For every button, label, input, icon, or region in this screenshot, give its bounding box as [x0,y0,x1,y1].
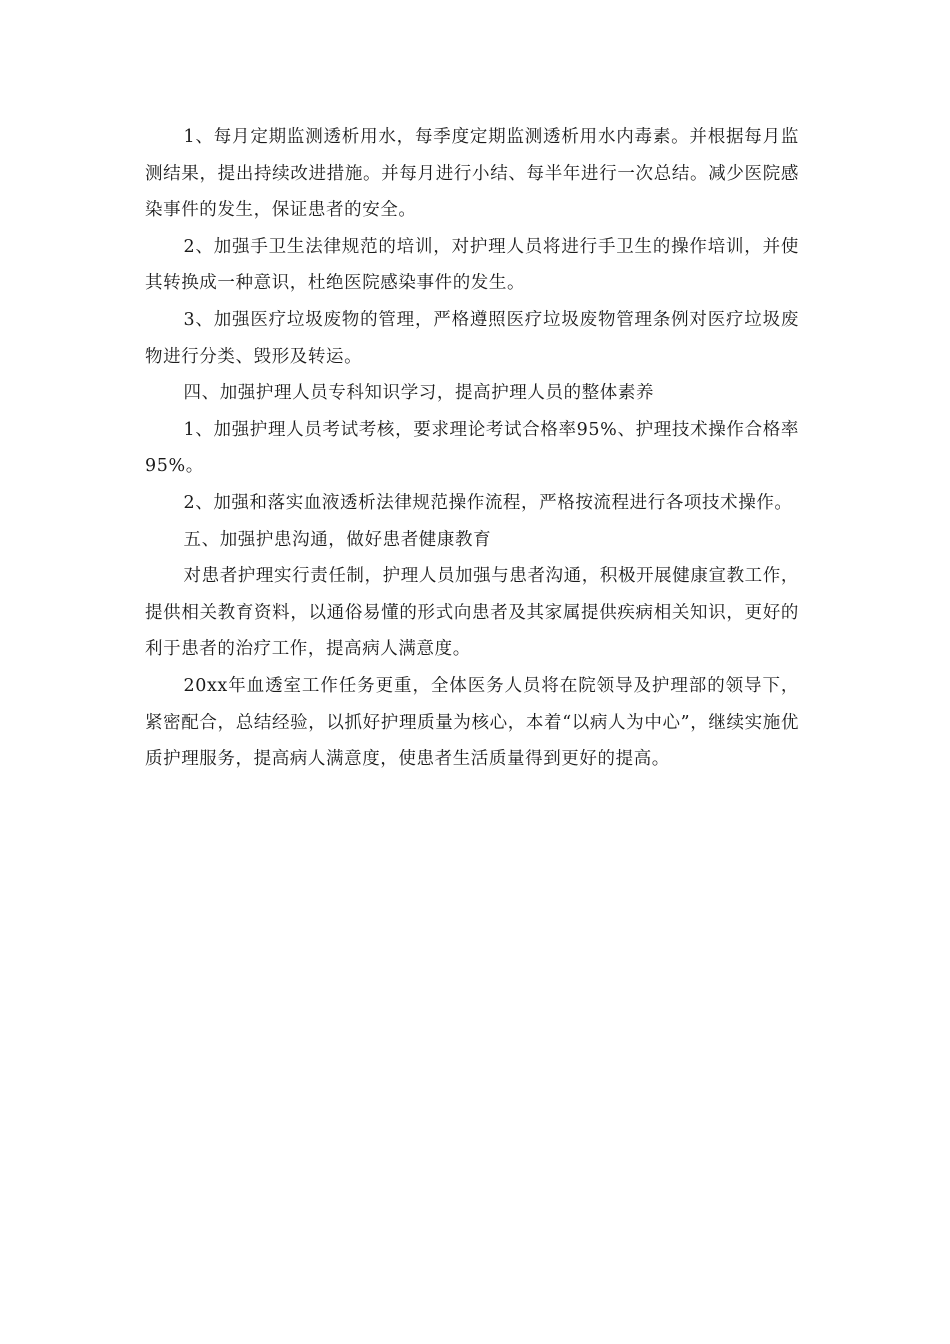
paragraph-exam-assessment: 1、加强护理人员考试考核，要求理论考试合格率95%、护理技术操作合格率95%。 [145,419,799,477]
section-heading-patient-communication: 五、加强护患沟通，做好患者健康教育 [183,529,492,550]
paragraph-water-monitoring: 1、每月定期监测透析用水，每季度定期监测透析用水内毒素。并根据每月监测结果，提出持续改进措施。并每月进行小结、每半年进行一次总结。减少医院感染事件的发生，保证患者的安全。 [145,127,799,221]
paragraph-hand-hygiene: 2、加强手卫生法律规范的培训，对护理人员将进行手卫生的操作培训，并使其转换成一种意识，杜绝医院感染事件的发生。 [145,236,799,294]
document-body [145,119,799,778]
paragraph-dialysis-procedure: 2、加强和落实血液透析法律规范操作流程，严格按流程进行各项技术操作。 [183,492,793,513]
paragraph-medical-waste: 3、加强医疗垃圾废物的管理，严格遵照医疗垃圾废物管理条例对医疗垃圾废物进行分类、毁形及转运。 [145,309,799,367]
paragraph-conclusion: 20xx年血透室工作任务更重，全体医务人员将在院领导及护理部的领导下，紧密配合，总结经验，以抓好护理质量为核心，本着“以病人为中心”，继续实施优质护理服务，提高病人满意度，使患者生活质量得到更好的提高。 [145,675,799,770]
paragraph-responsibility-system: 对患者护理实行责任制，护理人员加强与患者沟通，积极开展健康宣教工作，提供相关教育资料，以通俗易懂的形式向患者及其家属提供疾病相关知识，更好的利于患者的治疗工作，提高病人满意度。 [145,566,799,660]
section-heading-nursing-knowledge: 四、加强护理人员专科知识学习，提高护理人员的整体素养 [183,383,655,404]
